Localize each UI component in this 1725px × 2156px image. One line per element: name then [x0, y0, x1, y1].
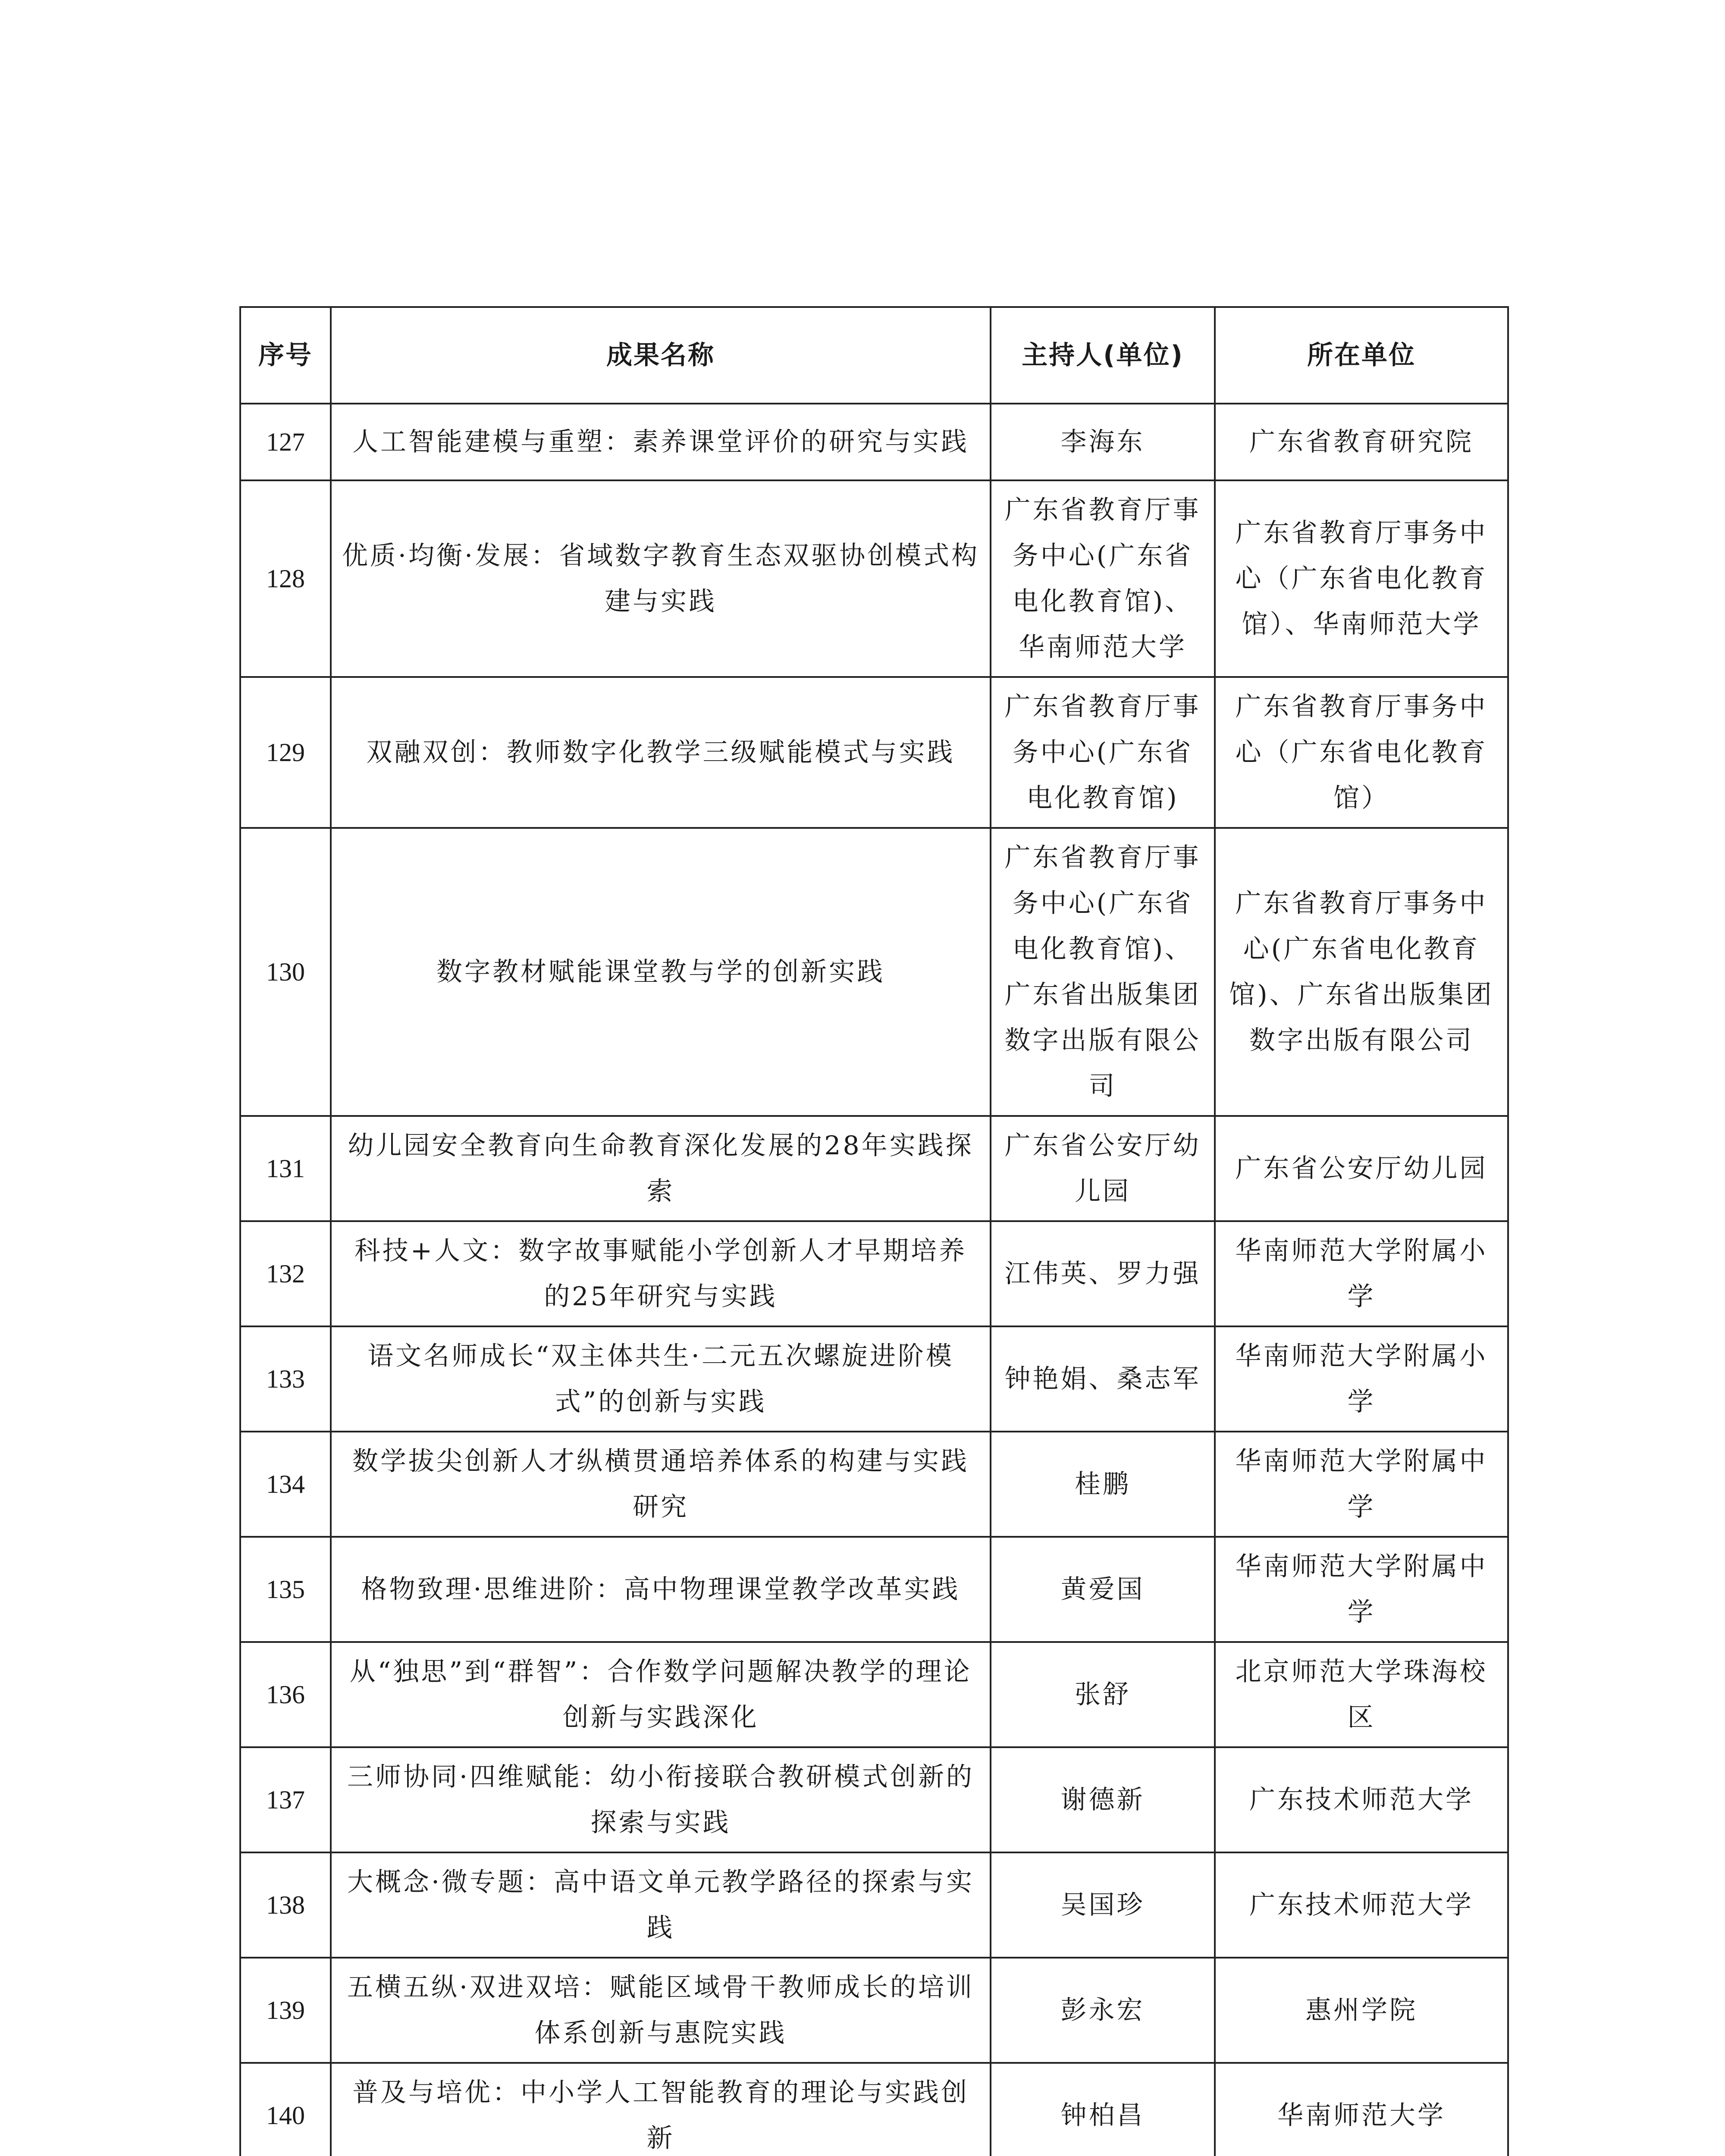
row-result-name: 格物致理·思维进阶：高中物理课堂教学改革实践	[331, 1537, 991, 1642]
row-host: 江伟英、罗力强	[991, 1221, 1215, 1326]
row-serial: 133	[240, 1326, 331, 1432]
row-serial: 132	[240, 1221, 331, 1326]
row-host: 广东省教育厅事务中心(广东省电化教育馆)	[991, 677, 1215, 828]
row-host: 彭永宏	[991, 1958, 1215, 2063]
row-result-name: 人工智能建模与重塑：素养课堂评价的研究与实践	[331, 404, 991, 480]
table-row	[240, 1537, 1508, 1642]
table-row	[240, 1747, 1508, 1852]
row-host: 谢德新	[991, 1747, 1215, 1852]
header-result-name: 成果名称	[331, 307, 991, 404]
row-host: 钟艳娟、桑志军	[991, 1326, 1215, 1432]
table-row	[240, 828, 1508, 1116]
row-serial: 131	[240, 1116, 331, 1221]
row-serial: 129	[240, 677, 331, 828]
table-row	[240, 480, 1508, 677]
row-serial: 137	[240, 1747, 331, 1852]
row-serial: 139	[240, 1958, 331, 2063]
row-unit: 广东省教育研究院	[1215, 404, 1508, 480]
table-row	[240, 677, 1508, 828]
row-result-name: 从“独思”到“群智”：合作数学问题解决教学的理论创新与实践深化	[331, 1642, 991, 1747]
row-host: 广东省教育厅事务中心(广东省电化教育馆)、华南师范大学	[991, 480, 1215, 677]
row-unit: 华南师范大学附属中学	[1215, 1432, 1508, 1537]
row-serial: 135	[240, 1537, 331, 1642]
row-serial: 130	[240, 828, 331, 1116]
row-unit: 广东省公安厅幼儿园	[1215, 1116, 1508, 1221]
row-serial: 140	[240, 2063, 331, 2156]
row-result-name: 科技+人文：数字故事赋能小学创新人才早期培养的25年研究与实践	[331, 1221, 991, 1326]
row-host: 黄爱国	[991, 1537, 1215, 1642]
row-result-name: 数学拔尖创新人才纵横贯通培养体系的构建与实践研究	[331, 1432, 991, 1537]
row-host: 桂鹏	[991, 1432, 1215, 1537]
row-result-name: 优质·均衡·发展：省域数字教育生态双驱协创模式构建与实践	[331, 480, 991, 677]
table-row	[240, 1432, 1508, 1537]
row-host: 李海东	[991, 404, 1215, 480]
header-serial: 序号	[240, 307, 331, 404]
row-unit: 广东省教育厅事务中心（广东省电化教育馆）、华南师范大学	[1215, 480, 1508, 677]
row-unit: 北京师范大学珠海校区	[1215, 1642, 1508, 1747]
row-unit: 广东省教育厅事务中心（广东省电化教育馆）	[1215, 677, 1508, 828]
table-row	[240, 1852, 1508, 1958]
header-host: 主持人(单位)	[991, 307, 1215, 404]
row-serial: 138	[240, 1852, 331, 1958]
row-serial: 127	[240, 404, 331, 480]
row-unit: 华南师范大学附属小学	[1215, 1221, 1508, 1326]
row-result-name: 幼儿园安全教育向生命教育深化发展的28年实践探索	[331, 1116, 991, 1221]
row-result-name: 普及与培优：中小学人工智能教育的理论与实践创新	[331, 2063, 991, 2156]
results-table	[239, 306, 1509, 2156]
row-serial: 136	[240, 1642, 331, 1747]
table-row	[240, 1326, 1508, 1432]
table-header-row	[240, 307, 1508, 404]
row-unit: 华南师范大学附属中学	[1215, 1537, 1508, 1642]
row-result-name: 大概念·微专题：高中语文单元教学路径的探索与实践	[331, 1852, 991, 1958]
table-row	[240, 2063, 1508, 2156]
table-row	[240, 1221, 1508, 1326]
row-unit: 华南师范大学	[1215, 2063, 1508, 2156]
row-host: 钟柏昌	[991, 2063, 1215, 2156]
table-row	[240, 404, 1508, 480]
header-unit: 所在单位	[1215, 307, 1508, 404]
row-unit: 惠州学院	[1215, 1958, 1508, 2063]
row-host: 张舒	[991, 1642, 1215, 1747]
row-result-name: 数字教材赋能课堂教与学的创新实践	[331, 828, 991, 1116]
row-host: 广东省公安厅幼儿园	[991, 1116, 1215, 1221]
row-result-name: 双融双创：教师数字化教学三级赋能模式与实践	[331, 677, 991, 828]
row-serial: 134	[240, 1432, 331, 1537]
table-row	[240, 1958, 1508, 2063]
row-result-name: 语文名师成长“双主体共生·二元五次螺旋进阶模式”的创新与实践	[331, 1326, 991, 1432]
row-unit: 广东技术师范大学	[1215, 1852, 1508, 1958]
row-unit: 华南师范大学附属小学	[1215, 1326, 1508, 1432]
row-unit: 广东技术师范大学	[1215, 1747, 1508, 1852]
table-row	[240, 1642, 1508, 1747]
row-host: 广东省教育厅事务中心(广东省电化教育馆)、广东省出版集团数字出版有限公司	[991, 828, 1215, 1116]
table-row	[240, 1116, 1508, 1221]
row-result-name: 三师协同·四维赋能：幼小衔接联合教研模式创新的探索与实践	[331, 1747, 991, 1852]
row-serial: 128	[240, 480, 331, 677]
row-host: 吴国珍	[991, 1852, 1215, 1958]
row-result-name: 五横五纵·双进双培：赋能区域骨干教师成长的培训体系创新与惠院实践	[331, 1958, 991, 2063]
row-unit: 广东省教育厅事务中心(广东省电化教育馆)、广东省出版集团数字出版有限公司	[1215, 828, 1508, 1116]
